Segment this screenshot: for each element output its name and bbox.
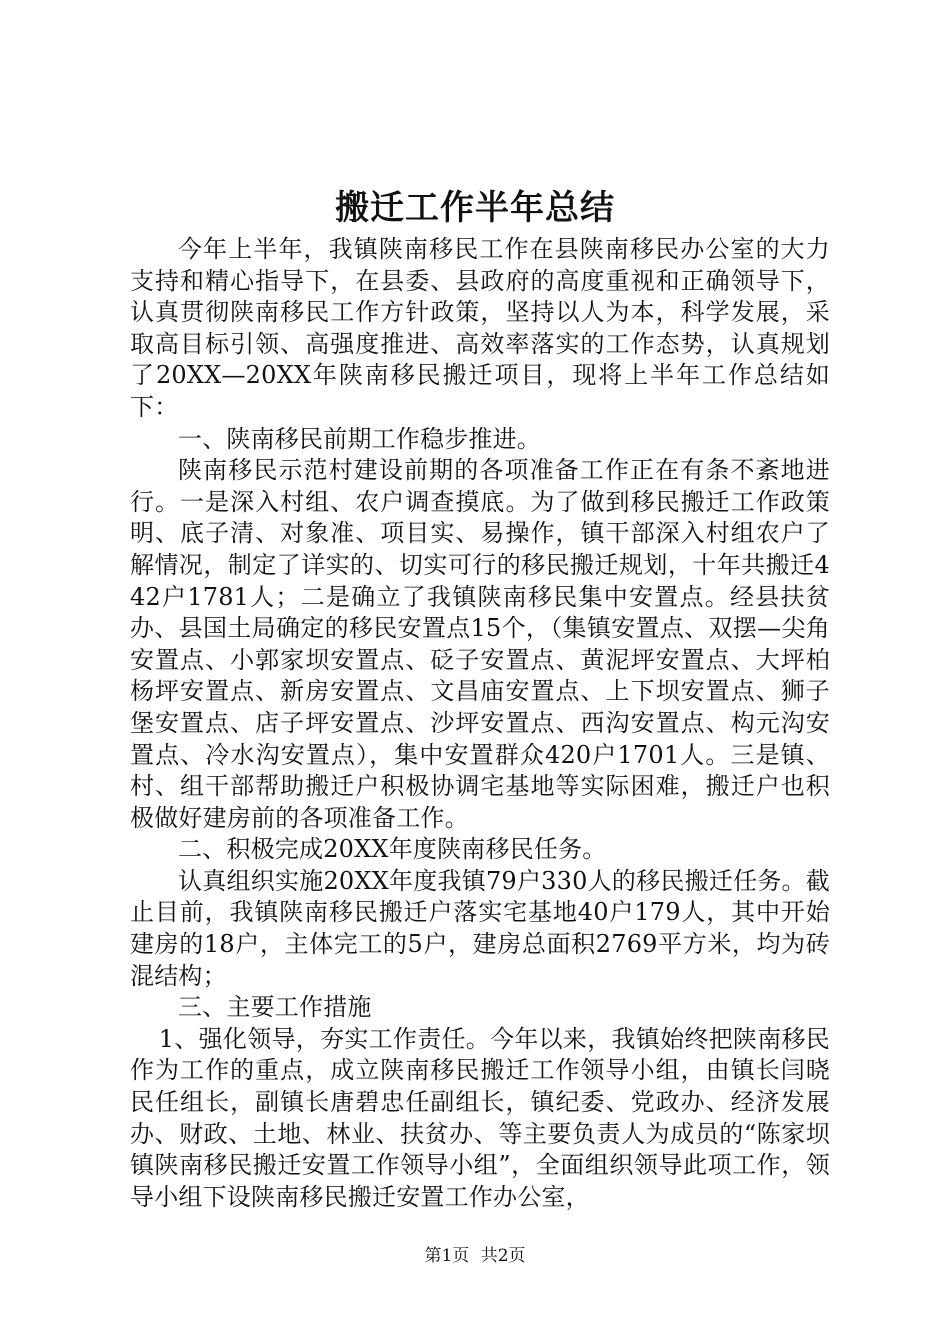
section-heading-1: 一、陕南移民前期工作稳步推进。 — [178, 424, 541, 453]
page-number: 第1页 — [424, 1246, 470, 1266]
page-footer — [0, 1244, 950, 1268]
document-body — [130, 234, 830, 1213]
section-heading-3: 三、主要工作措施 — [178, 993, 372, 1022]
section-heading-2: 二、积极完成20XX年度陕南移民任务。 — [178, 835, 607, 864]
paragraph-section-2: 认真组织实施20XX年度我镇79户330人的移民搬迁任务。截止目前，我镇陕南移民搬迁户落实宅基地40户179人，其中开始建房的18户，主体完工的5户，建房总面积2769平方米，均为砖混结构； — [130, 866, 830, 990]
page-total: 共2页 — [480, 1246, 526, 1266]
document-title: 搬迁工作半年总结 — [335, 188, 615, 228]
paragraph-section-1: 陕南移民示范村建设前期的各项准备工作正在有条不紊地进行。一是深入村组、农户调查摸底。为了做到移民搬迁工作政策明、底子清、对象准、项目实、易操作，镇干部深入村组农户了解情况，制定了详实的、切实可行的移民搬迁规划，十年共搬迁442户1781人；二是确立了我镇陕南移民集中安置点。经县扶贫办、县国土局确定的移民安置点15个，（集镇安置点、双摆—尖角安置点、小郭家坝安置点、砭子安置点、黄泥坪安置点、大坪柏杨坪安置点、新房安置点、文昌庙安置点、上下坝安置点、狮子堡安置点、店子坪安置点、沙坪安置点、西沟安置点、构元沟安置点、冷水沟安置点），集中安置群众420户1701人。三是镇、村、组干部帮助搬迁户积极协调宅基地等实际困难，搬迁户也积极做好建房前的各项准备工作。 — [130, 456, 830, 832]
paragraph-intro: 今年上半年，我镇陕南移民工作在县陕南移民办公室的大力支持和精心指导下，在县委、县政府的高度重视和正确领导下，认真贯彻陕南移民工作方针政策，坚持以人为本，科学发展，采取高目标引领、高强度推进、高效率落实的工作态势，认真规划了20XX—20XX年陕南移民搬迁项目，现将上半年工作总结如下： — [130, 235, 830, 421]
paragraph-measure-1: 1、强化领导，夯实工作责任。今年以来，我镇始终把陕南移民作为工作的重点，成立陕南移民搬迁工作领导小组，由镇长闫晓民任组长，副镇长唐碧忠任副组长，镇纪委、党政办、经济发展办、财政、土地、林业、扶贫办、等主要负责人为成员的“陈家坝镇陕南移民搬迁安置工作领导小组”，全面组织领导此项工作，领导小组下设陕南移民搬迁安置工作办公室， — [130, 1024, 830, 1211]
